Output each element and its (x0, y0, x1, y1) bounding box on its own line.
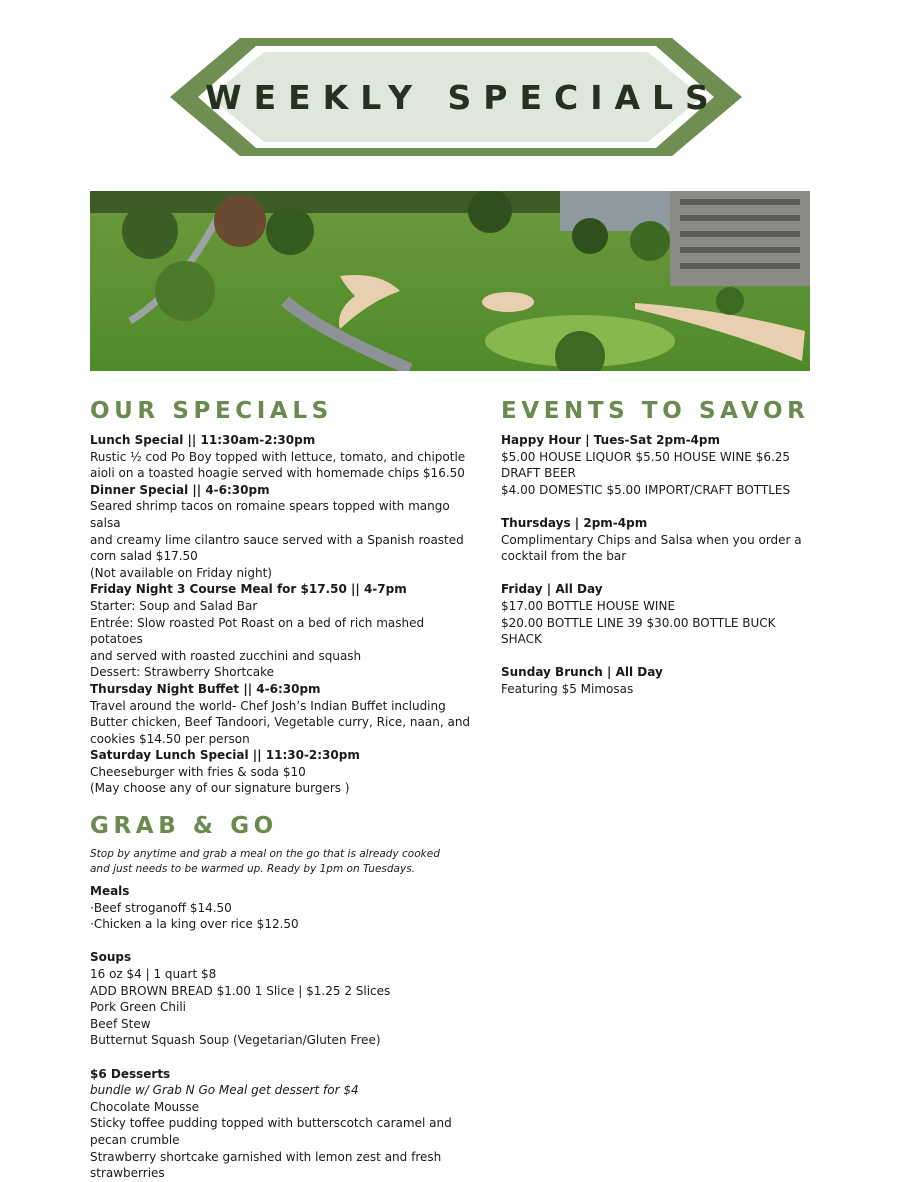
golf-course-photo-icon (90, 191, 810, 371)
item-line: Travel around the world- Chef Josh’s Indian Buffet including (90, 698, 446, 713)
item-title: Dinner Special || 4-6:30pm (90, 482, 270, 497)
item-line: SHACK (501, 632, 542, 647)
item-line: Chocolate Mousse (90, 1099, 200, 1114)
item-line: cookies $14.50 per person (90, 731, 250, 746)
item-line: Seared shrimp tacos on romaine spears topped with mango salsa (90, 499, 450, 530)
spacer (501, 565, 811, 582)
specials-item-dinner (90, 482, 480, 582)
event-friday (501, 581, 811, 647)
item-line: Butternut Squash Soup (Vegetarian/Gluten Free) (90, 1033, 381, 1048)
events-heading: EVENTS TO SAVOR (501, 398, 810, 424)
event-happy-hour (501, 432, 811, 498)
spacer (90, 933, 480, 950)
item-title: Saturday Lunch Special || 11:30-2:30pm (90, 748, 360, 763)
item-title: Meals (90, 884, 130, 899)
item-line: Sticky toffee pudding topped with butterscotch caramel and (90, 1116, 452, 1131)
item-line: corn salad $17.50 (90, 549, 198, 564)
grab-meals (90, 883, 480, 933)
item-title: Friday | All Day (501, 582, 603, 597)
item-title: Sunday Brunch | All Day (501, 665, 663, 680)
banner-title: WEEKLY SPECIALS (205, 77, 721, 117)
specials-item-friday (90, 581, 480, 681)
item-line: Complimentary Chips and Salsa when you order a (501, 532, 802, 547)
grab-soups (90, 949, 480, 1049)
item-line: strawberries (90, 1166, 165, 1181)
item-line: Dessert: Strawberry Shortcake (90, 665, 275, 680)
desserts-note: bundle w/ Grab N Go Meal get dessert for $4 (90, 1083, 359, 1098)
item-line: DRAFT BEER (501, 466, 576, 481)
item-line: $17.00 BOTTLE HOUSE WINE (501, 598, 676, 613)
event-sunday-brunch (501, 664, 811, 697)
item-title: Lunch Special || 11:30am-2:30pm (90, 433, 316, 447)
specials-item-lunch (90, 432, 480, 482)
golf-course-photo (90, 191, 810, 371)
spacer (90, 1049, 480, 1066)
item-line: and creamy lime cilantro sauce served with a Spanish roasted (90, 532, 464, 547)
item-line: pecan crumble (90, 1132, 180, 1147)
our-specials-heading: OUR SPECIALS (90, 398, 333, 424)
item-line: ·Beef stroganoff $14.50 (90, 900, 232, 915)
item-line: (Not available on Friday night) (90, 565, 272, 580)
item-line: aioli on a toasted hoagie served with homemade chips $16.50 (90, 466, 465, 481)
spacer (501, 498, 811, 515)
item-title: Thursday Night Buffet || 4-6:30pm (90, 681, 321, 696)
item-line: cocktail from the bar (501, 549, 627, 564)
item-title: Happy Hour | Tues-Sat 2pm-4pm (501, 433, 720, 447)
intro-line: Stop by anytime and grab a meal on the go that is already cooked (90, 848, 440, 861)
item-line: (May choose any of our signature burgers ) (90, 781, 350, 796)
item-title: Friday Night 3 Course Meal for $17.50 || 4-7pm (90, 582, 407, 597)
item-title: Thursdays | 2pm-4pm (501, 515, 648, 530)
item-line: ADD BROWN BREAD $1.00 1 Slice | $1.25 2 Slices (90, 983, 391, 998)
grab-and-go-intro (90, 847, 480, 877)
item-line: Starter: Soup and Salad Bar (90, 598, 258, 613)
specials-item-saturday (90, 747, 480, 797)
item-line: $20.00 BOTTLE LINE 39 $30.00 BOTTLE BUCK (501, 615, 776, 630)
grab-desserts (90, 1066, 480, 1182)
weekly-specials-banner (170, 34, 742, 160)
item-line: and served with roasted zucchini and squash (90, 648, 362, 663)
grab-and-go-heading: GRAB & GO (90, 813, 278, 840)
item-title: $6 Desserts (90, 1066, 171, 1081)
item-line: $5.00 HOUSE LIQUOR $5.50 HOUSE WINE $6.25 (501, 449, 791, 464)
right-column (501, 398, 811, 698)
item-line: 16 oz $4 | 1 quart $8 (90, 967, 217, 982)
item-line: Butter chicken, Beef Tandoori, Vegetable curry, Rice, naan, and (90, 715, 471, 730)
left-column (90, 398, 480, 1182)
item-title: Soups (90, 950, 132, 965)
intro-line: and just needs to be warmed up. Ready by 1pm on Tuesdays. (90, 863, 416, 876)
item-line: $4.00 DOMESTIC $5.00 IMPORT/CRAFT BOTTLES (501, 482, 791, 497)
item-line: Pork Green Chili (90, 1000, 186, 1015)
item-line: Beef Stew (90, 1016, 151, 1031)
item-line: Cheeseburger with fries & soda $10 (90, 764, 306, 779)
item-line: Rustic ½ cod Po Boy topped with lettuce, tomato, and chipotle (90, 449, 466, 464)
item-line: Featuring $5 Mimosas (501, 681, 634, 696)
spacer (501, 648, 811, 665)
item-line: Entrée: Slow roasted Pot Roast on a bed of rich mashed potatoes (90, 615, 425, 647)
event-thursdays (501, 515, 811, 565)
item-line: Strawberry shortcake garnished with lemon zest and fresh (90, 1149, 442, 1164)
specials-item-thursday (90, 681, 480, 747)
item-line: ·Chicken a la king over rice $12.50 (90, 917, 299, 932)
